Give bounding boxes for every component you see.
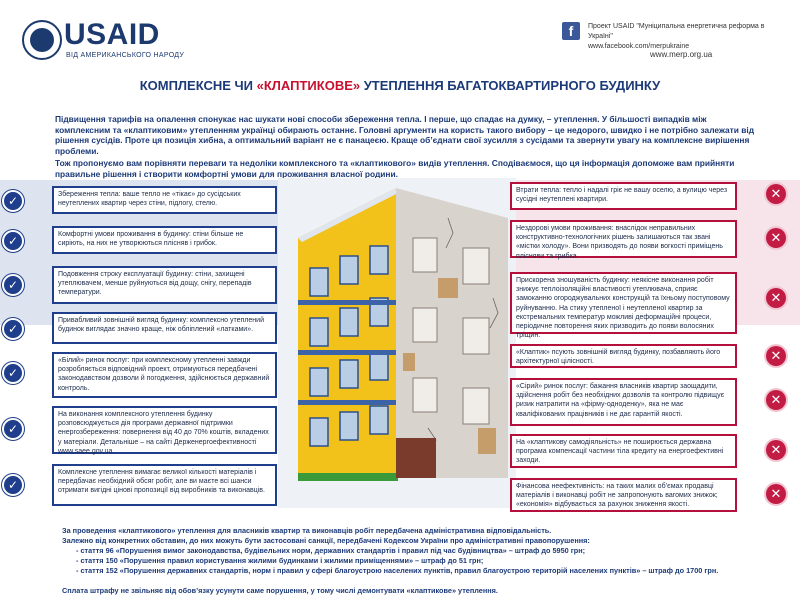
check-icon: ✓ bbox=[2, 362, 24, 384]
pro-text: На виконання комплексного утеплення будинку розповсюджується дія програми державної підтримки енергозбереження: повернення від 40 до 70% коштів, вкладених у матеріали. Детальніше – на сайті Держенергоефективності www.saee.gov.ua. bbox=[52, 406, 277, 454]
cross-icon: ✕ bbox=[766, 228, 786, 248]
penalty-article-152: - стаття 152 «Порушення державних стандартів, норм і правил у сфері благоустрою населених пунктів, правил благоустрою територій населених пунктів» – штраф до 1700 грн. bbox=[76, 566, 719, 575]
check-icon: ✓ bbox=[2, 318, 24, 340]
title-part-3: УТЕПЛЕННЯ БАГАТОКВАРТИРНОГО БУДИНКУ bbox=[360, 78, 661, 93]
penalty-article-96: - стаття 96 «Порушення вимог законодавства, будівельних норм, державних стандартів і правил під час будівництва» – штраф до 5950 грн; bbox=[76, 546, 586, 555]
pro-text: Привабливий зовнішній вигляд будинку: комплексно утеплений будинок виглядає значно краще, ніж обліплений «латками». bbox=[52, 312, 277, 344]
check-icon: ✓ bbox=[2, 190, 24, 212]
penalty-intro: За проведення «клаптикового» утеплення для власників квартир та виконавців робіт передбачена адміністративна відповідальність. bbox=[62, 526, 552, 535]
intro-paragraph: Підвищення тарифів на опалення спонукає нас шукати нові способи збереження тепла. І перше, що спадає на думку, – утеплення. У більшості випадків між комплексним та «клаптиковим» утепленням українці обирають останнє. Головні аргументи на користь такого вибору – це недорого, швидко і не потрібно залежати від рішення сусідів. Проте ця позиція хибна, а оптимальний варіант не є панацеєю. Краще об’єднати свої зусилля з сусідами та звернути увагу на комплексне вирішення проблеми. bbox=[55, 114, 755, 156]
con-text: Прискорена зношуваність будинку: неякісне виконання робіт знижує теплоізоляційні властивості утеплювача, сприяє замоканню огороджувальних конструкцій та їхньому поступовому руйнуванню. На стику утепленої і неутепленої квартир за екстремальних температур можливі деформаційні процеси, періодичне повторення яких призводить до появи волосяних тріщин. bbox=[510, 272, 737, 334]
usaid-logo: USAID bbox=[64, 18, 160, 51]
header bbox=[0, 0, 800, 70]
pro-text: «Білий» ринок послуг: при комплексному утепленні завжди розробляється відповідний проект, отримуються передбачені законодавством дозволи й погодження, здійснюється державний контроль. bbox=[52, 352, 277, 398]
cross-icon: ✕ bbox=[766, 346, 786, 366]
check-icon: ✓ bbox=[2, 418, 24, 440]
usaid-logo-subtitle: ВІД АМЕРИКАНСЬКОГО НАРОДУ bbox=[66, 52, 185, 59]
pro-text: Комплексне утеплення вимагає великої кількості матеріалів і передбачає необхідний обсяг робіт, але ви маєте всі шанси отримати вигідні цінові пропозиції від виробників та виконавців. bbox=[52, 464, 277, 506]
page-title bbox=[0, 78, 800, 93]
penalty-article-150: - стаття 150 «Порушення правил користування жилими будинками і жилими приміщеннями» – штраф до 51 грн; bbox=[76, 556, 484, 565]
con-text: Втрати тепла: тепло і надалі гріє не вашу оселю, а вулицю через сусідні неутеплені квартири. bbox=[510, 182, 737, 210]
penalty-context: Залежно від конкретних обставин, до них можуть бути застосовані санкції, передбачені Кодексом України про адміністративні правопорушення: bbox=[62, 536, 590, 545]
con-text: Нездорові умови проживання: внаслідок неправильних конструктивно-технологічних рішень залишаються так звані «містки холоду». Вони призводять до появи вогкості приміщень плісняви та грибка. bbox=[510, 220, 737, 258]
con-text: Фінансова неефективність: на таких малих об’ємах продавці матеріалів і виконавці робіт не запропонують вагомих знижок; «економія» відбувається за рахунок зниження якості. bbox=[510, 478, 737, 512]
check-icon: ✓ bbox=[2, 230, 24, 252]
check-icon: ✓ bbox=[2, 274, 24, 296]
con-text: На «клаптикову самодіяльність» не поширюється державна програма компенсації частини тіла кредиту на енергоефективні заходи. bbox=[510, 434, 737, 468]
cross-icon: ✕ bbox=[766, 440, 786, 460]
penalties-section bbox=[0, 518, 800, 600]
pro-text: Подовження строку експлуатації будинку: стіни, захищені утеплювачем, менше руйнуються від дощу, снігу, перепадів температури. bbox=[52, 266, 277, 304]
cross-icon: ✕ bbox=[766, 390, 786, 410]
cross-icon: ✕ bbox=[766, 288, 786, 308]
website-link[interactable]: www.merp.org.ua bbox=[650, 50, 713, 59]
facebook-link[interactable]: www.facebook.com/merpukraine bbox=[588, 43, 690, 50]
penalty-note: Сплата штрафу не звільняє від обов’язку усунути саме порушення, у тому числі демонтувати «клаптикове» утеплення. bbox=[62, 586, 498, 595]
cross-icon: ✕ bbox=[766, 184, 786, 204]
check-icon: ✓ bbox=[2, 474, 24, 496]
usaid-seal-icon bbox=[22, 20, 62, 60]
title-part-2: «КЛАПТИКОВЕ» bbox=[256, 78, 361, 93]
pro-text: Комфортні умови проживання в будинку: стіни більше не сиріють, на них не утворюються плісняв і грибок. bbox=[52, 226, 277, 254]
pro-text: Збереження тепла: ваше тепло не «тікає» до сусідських неутеплених квартир через стіни, підлогу, стелю. bbox=[52, 186, 277, 214]
facebook-icon[interactable]: f bbox=[562, 22, 580, 40]
con-text: «Сірий» ринок послуг: бажання власників квартир заощадити, здійснення робіт без необхідних дозволів та контролю підвищує ризик натрапити на «фірму-одноденку», яка не має кваліфікованих працівників і не дає гарантій якості. bbox=[510, 378, 737, 426]
project-info bbox=[588, 22, 788, 52]
building-illustration bbox=[278, 178, 516, 508]
project-name: Проект USAID "Муніципальна енергетична реформа в Україні" bbox=[588, 23, 765, 40]
ground-strip bbox=[298, 473, 398, 481]
title-part-1: КОМПЛЕКСНЕ ЧИ bbox=[139, 78, 257, 93]
intro-paragraph-2: Тож пропонуємо вам порівняти переваги та недоліки комплексного та «клаптикового» видів утеплення. Сподіваємося, що ця інформація допоможе вам прийняти правильне рішення і створити комфортні умови для проживання власної родини. bbox=[55, 158, 735, 179]
con-text: «Клаптик» псують зовнішній вигляд будинку, позбавляють його архітектурної цілісності. bbox=[510, 344, 737, 368]
cross-icon: ✕ bbox=[766, 484, 786, 504]
cellar-door bbox=[396, 438, 436, 478]
